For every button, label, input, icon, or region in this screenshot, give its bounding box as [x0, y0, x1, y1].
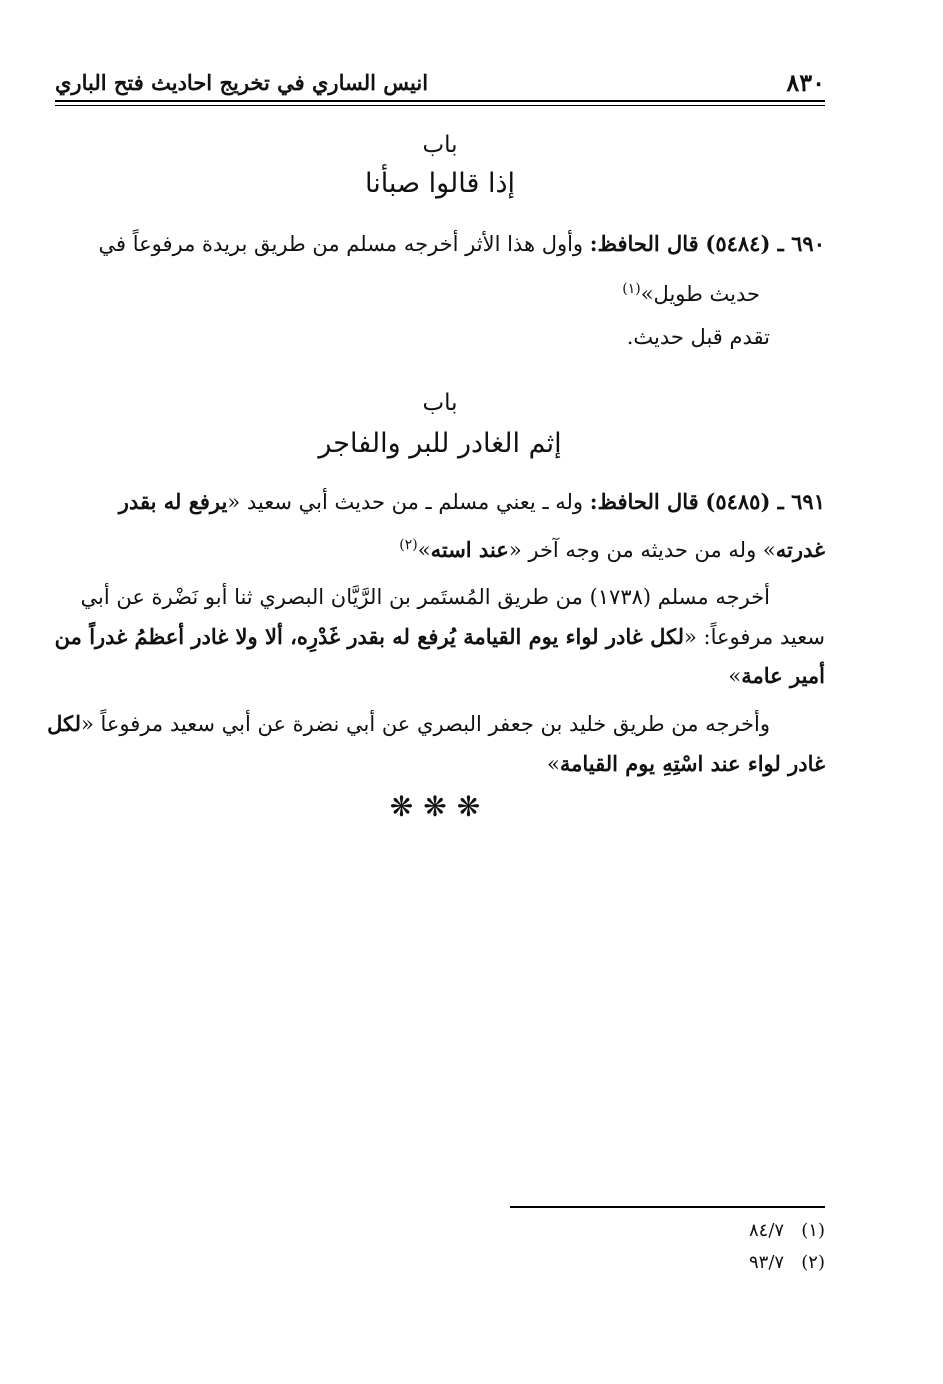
section-end-ornament: ❋❋❋ — [389, 790, 491, 823]
hadith-quote: لكل غادر لواء يوم القيامة يُرفع له بقدر غَدْرِه، ألا ولا غادر أعظمُ غدراً من — [54, 624, 684, 649]
section1-entry-line2 — [622, 268, 760, 316]
entry-text: » — [728, 664, 742, 688]
entry-label: قال الحافظ: — [589, 489, 699, 514]
footnote-number: (١) — [801, 1220, 825, 1241]
footnote-marker: (١) — [622, 281, 641, 297]
section2-para3-line1 — [47, 702, 770, 746]
section2-bab: باب — [422, 390, 458, 416]
page-header — [55, 68, 825, 104]
section1-note: تقدم قبل حديث. — [626, 325, 770, 349]
running-title: انيس الساري في تخريج احاديث فتح الباري — [55, 70, 429, 95]
section2-title: إثم الغادر للبر والفاجر — [318, 428, 562, 459]
entry-text: » — [417, 538, 431, 562]
hadith-quote: عند استه — [430, 537, 509, 562]
entry-text: » وله من حديثه من وجه آخر « — [508, 538, 776, 562]
header-rule-thin — [55, 105, 825, 106]
entry-number: ٦٩١ ـ (٥٤٨٥) — [705, 489, 825, 514]
hadith-quote: أمير عامة — [741, 663, 825, 688]
entry-number: ٦٩٠ ـ (٥٤٨٤) — [705, 231, 825, 256]
footnote-1 — [749, 1220, 825, 1241]
entry-text: وأخرجه من طريق خليد بن جعفر البصري عن أبي نضرة عن أبي سعيد مرفوعاً « — [80, 712, 770, 736]
entry-label: قال الحافظ: — [589, 231, 699, 256]
footnote-reference: ٨٤/٧ — [749, 1220, 785, 1241]
entry-text: » — [547, 752, 560, 776]
page-number: ٨٣٠ — [786, 68, 825, 97]
section2-para2-line3 — [728, 654, 825, 698]
entry-text: وأول هذا الأثر أخرجه مسلم من طريق بريدة مرفوعاً في — [98, 232, 584, 256]
section2-para2-line1: أخرجه مسلم (١٧٣٨) من طريق المُستَمر بن الرَّيَّان البصري ثنا أبو نَضْرة عن أبي — [80, 585, 770, 609]
entry-text: حديث طويل» — [640, 282, 760, 306]
hadith-quote: غدرته — [775, 537, 825, 562]
entry-text: وله ـ يعني مسلم ـ من حديث أبي سعيد « — [227, 490, 584, 514]
section1-entry-line1 — [55, 222, 825, 266]
section2-para3-line2 — [547, 742, 825, 786]
section2-para2-line2 — [55, 615, 825, 659]
footnote-rule — [510, 1206, 825, 1208]
hadith-quote: غادر لواء عند اسْتِهِ يوم القيامة — [559, 751, 825, 776]
section2-entry-line1 — [55, 480, 825, 524]
entry-text: سعيد مرفوعاً: « — [683, 625, 825, 649]
section1-title: إذا قالوا صبأنا — [364, 168, 516, 199]
header-rule — [55, 100, 825, 102]
section1-bab: باب — [422, 132, 458, 158]
footnote-reference: ٩٣/٧ — [749, 1252, 785, 1273]
footnote-marker: (٢) — [399, 537, 418, 553]
hadith-quote: لكل — [47, 711, 81, 736]
section2-entry-line2 — [399, 524, 825, 572]
hadith-quote: يرفع له بقدر — [118, 489, 228, 514]
footnote-number: (٢) — [801, 1252, 825, 1273]
footnote-2 — [749, 1252, 825, 1273]
book-page — [47, 60, 825, 1360]
